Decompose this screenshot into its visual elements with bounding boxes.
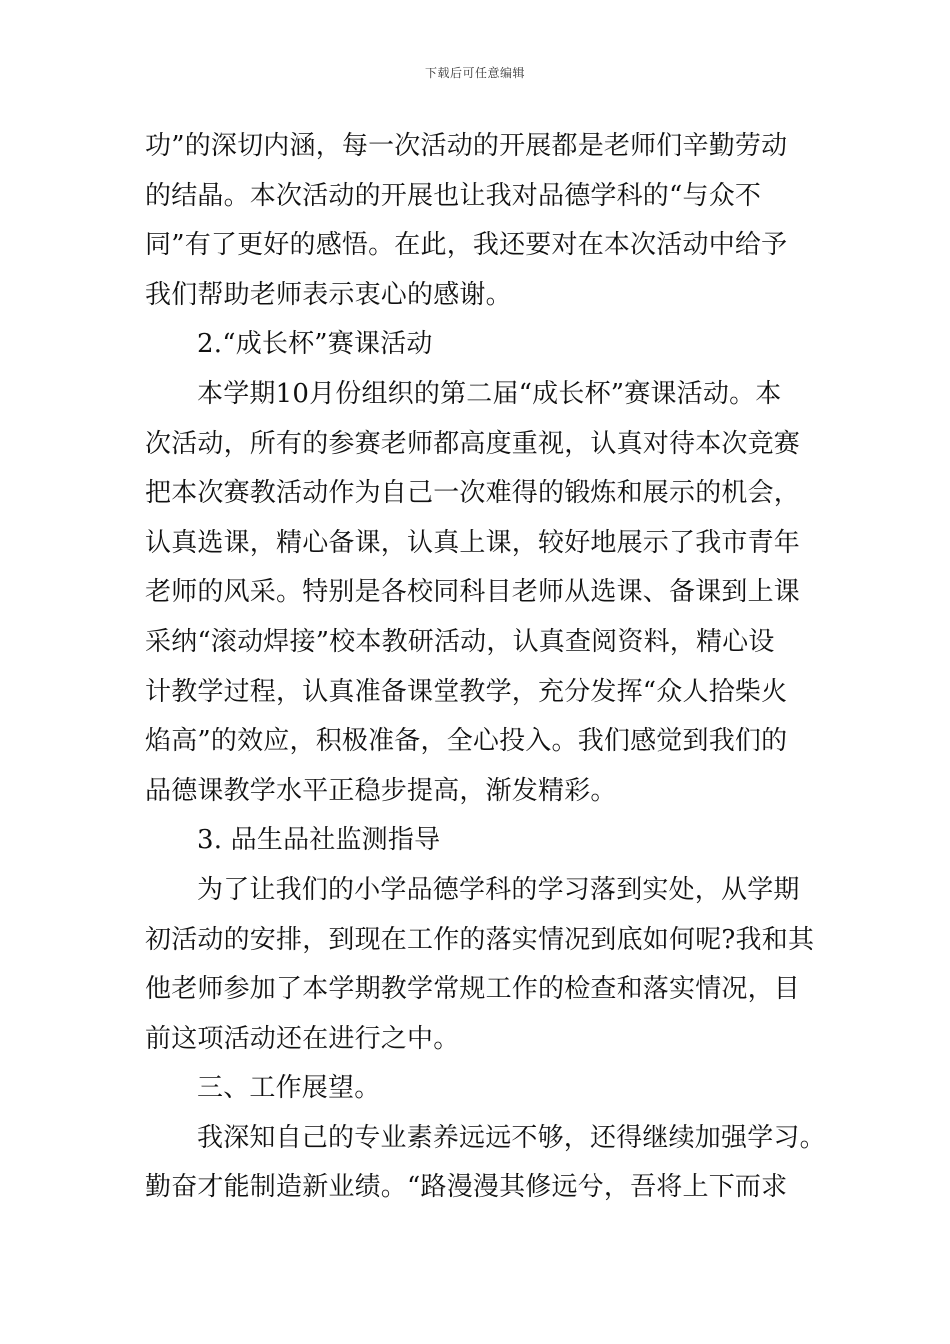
paragraph-line: 计教学过程，认真准备课堂教学，充分发挥“众人拾柴火 [145, 676, 788, 707]
paragraph-line: 同”有了更好的感悟。在此，我还要对在本次活动中给予 [145, 230, 788, 261]
paragraph-line: 认真选课，精心备课，认真上课，较好地展示了我市青年 [145, 527, 801, 558]
section-heading: 3. 品生品社监测指导 [197, 825, 441, 856]
paragraph-line: 把本次赛教活动作为自己一次难得的锻炼和展示的机会， [145, 478, 801, 509]
section-heading: 2.“成长杯”赛课活动 [197, 329, 433, 360]
paragraph-line: 初活动的安排，到现在工作的落实情况到底如何呢?我和其 [145, 924, 815, 955]
paragraph-line: 次活动，所有的参赛老师都高度重视，认真对待本次竞赛 [145, 428, 801, 459]
paragraph-line: 采纳“滚动焊接”校本教研活动，认真查阅资料，精心设 [145, 626, 775, 657]
paragraph-line: 勤奋才能制造新业绩。“路漫漫其修远兮，吾将上下而求 [145, 1172, 788, 1203]
paragraph-line: 老师的风采。特别是各校同科目老师从选课、备课到上课 [145, 577, 801, 608]
paragraph-line: 焰高”的效应，积极准备，全心投入。我们感觉到我们的 [145, 726, 788, 757]
paragraph-line: 他老师参加了本学期教学常规工作的检查和落实情况，目 [145, 974, 801, 1005]
paragraph-line: 品德课教学水平正稳步提高，渐发精彩。 [145, 775, 617, 806]
paragraph-line: 我深知自己的专业素养远远不够，还得继续加强学习。 [197, 1122, 826, 1153]
document-body [145, 122, 826, 1213]
paragraph-line: 功”的深切内涵，每一次活动的开展都是老师们辛勤劳动 [145, 131, 788, 161]
page-header: 下载后可任意编辑 [424, 66, 525, 80]
paragraph-line: 的结晶。本次活动的开展也让我对品德学科的“与众不 [145, 180, 762, 211]
paragraph-line: 我们帮助老师表示衷心的感谢。 [145, 279, 512, 310]
paragraph-line: 为了让我们的小学品德学科的学习落到实处，从学期 [197, 874, 800, 905]
paragraph-line: 本学期10月份组织的第二届“成长杯”赛课活动。本 [197, 378, 782, 409]
paragraph-line: 前这项活动还在进行之中。 [145, 1023, 460, 1054]
section-heading: 三、工作展望。 [197, 1073, 381, 1104]
